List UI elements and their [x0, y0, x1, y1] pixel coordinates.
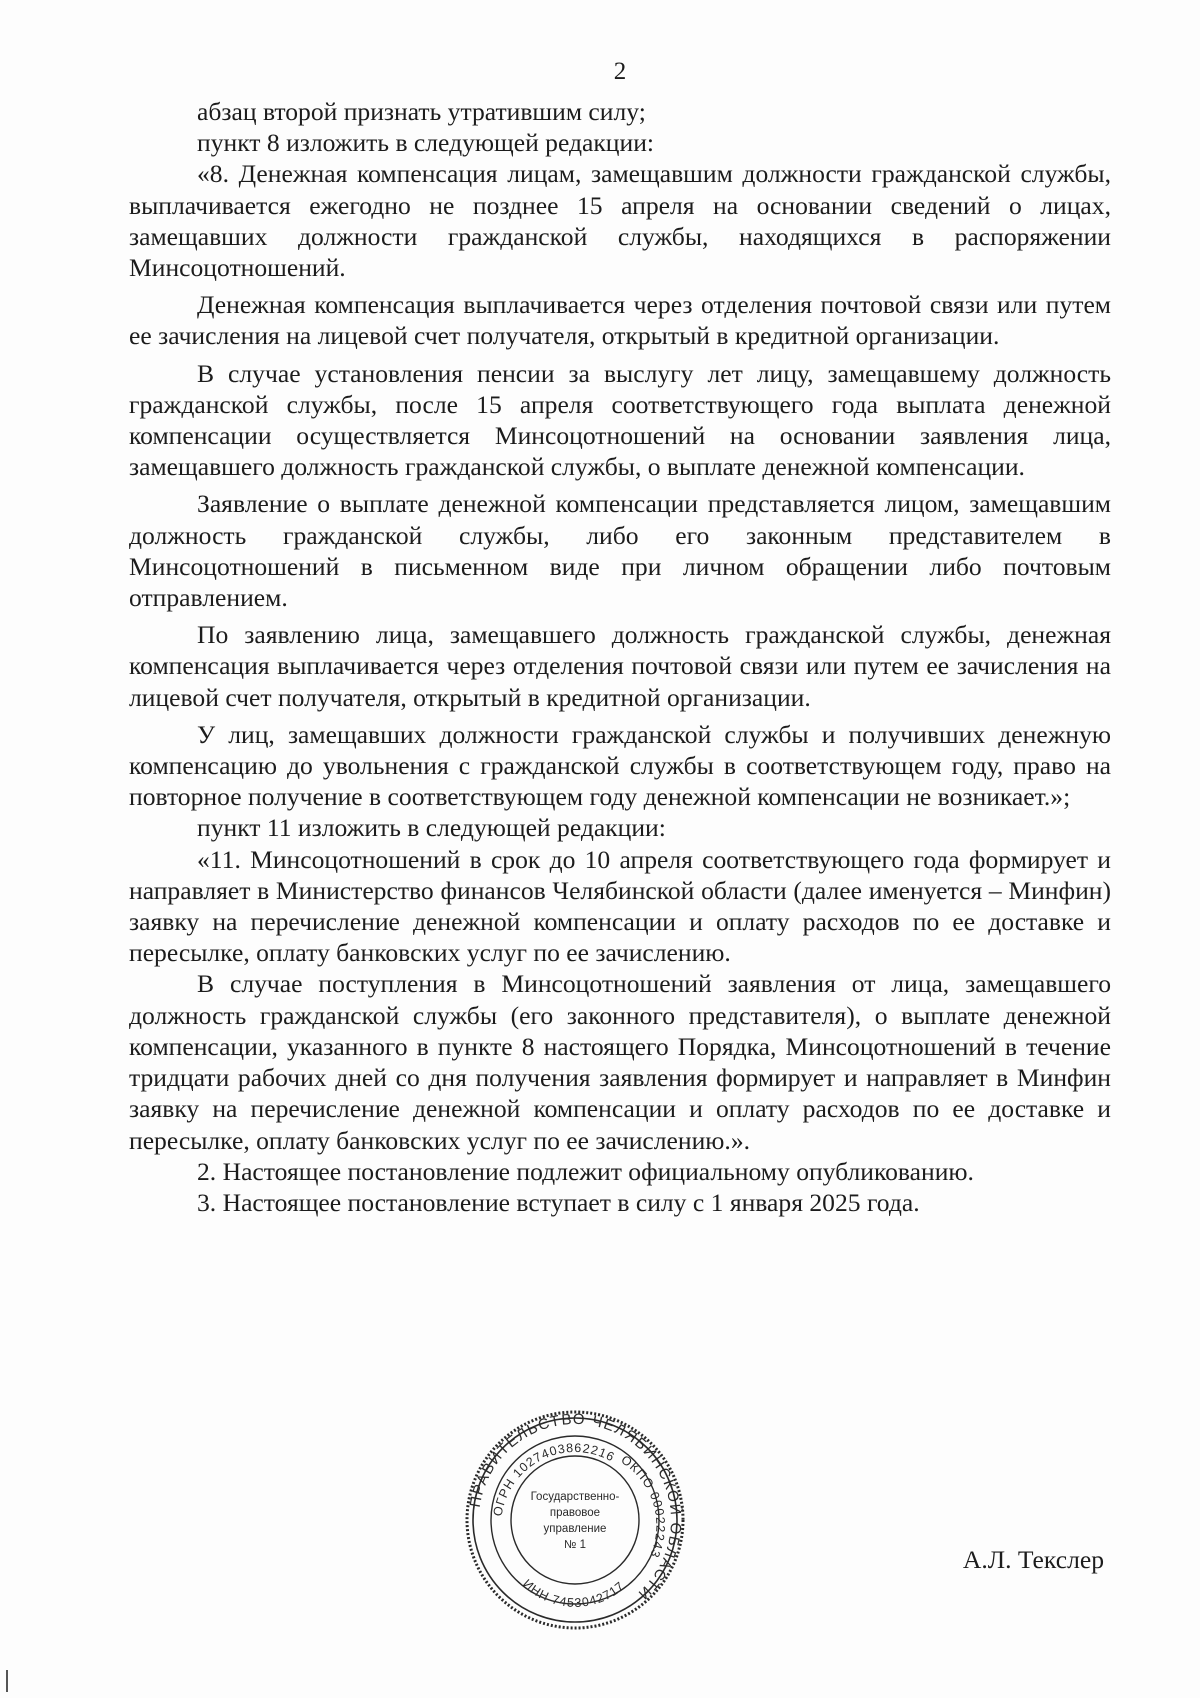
- seal-center-line: правовое: [549, 1507, 601, 1519]
- scan-artifact: [6, 1670, 8, 1692]
- paragraph: Заявление о выплате денежной компенсации представляется лицом, замещавшим должность гражданской службы, либо его законным представителем в Минсоцотношений в письменном виде при личном обращении либо почтовым отправлением.: [129, 489, 1111, 613]
- official-seal: [463, 1408, 687, 1632]
- seal-inn-text: ИНН 7453042717: [520, 1576, 628, 1610]
- seal-outer-text: ПРАВИТЕЛЬСТВО ЧЕЛЯБИНСКОЙ ОБЛАСТИ: [466, 1410, 685, 1604]
- paragraph: «11. Минсоцотношений в срок до 10 апреля соответствующего года формирует и направляет в Министерство финансов Челябинской области (далее именуется – Минфин) заявку на перечисление денежной компенсации и оплату расходов по ее доставке и пересылке, оплату банковских услуг по ее зачислению.: [129, 844, 1111, 968]
- seal-center-line: № 1: [564, 1539, 586, 1551]
- seal-okpo-text: ОКПО 00022243: [618, 1452, 668, 1561]
- paragraph: 2. Настоящее постановление подлежит официальному опубликованию.: [197, 1156, 974, 1186]
- document-body: [129, 96, 1111, 1218]
- paragraph: В случае установления пенсии за выслугу лет лицу, замещавшему должность гражданской службы, после 15 апреля соответствующего года выплата денежной компенсации осуществляется Минсоцотношений на основании заявления лица, замещавшего должность гражданской службы, о выплате денежной компенсации.: [129, 358, 1111, 482]
- paragraph: Денежная компенсация выплачивается через отделения почтовой связи или путем ее зачисления на лицевой счет получателя, открытый в кредитной организации.: [129, 290, 1111, 351]
- seal-ogrn-text: ОГРН 1027403862216: [490, 1440, 618, 1518]
- paragraph: По заявлению лица, замещавшего должность гражданской службы, денежная компенсация выплачивается через отделения почтовой связи или путем ее зачисления на лицевой счет получателя, открытый в кредитной организации.: [129, 620, 1111, 712]
- seal-center-line: Государственно-: [530, 1491, 620, 1503]
- seal-graphic: [463, 1408, 687, 1632]
- seal-ring: [511, 1456, 639, 1584]
- seal-ring: [491, 1436, 659, 1604]
- paragraph: В случае поступления в Минсоцотношений заявления от лица, замещавшего должность гражданской службы (его законного представителя), о выплате денежной компенсации, указанного в пункте 8 настоящего Порядка, Минсоцотношений в течение тридцати рабочих дней со дня получения заявления формирует и направляет в Минфин заявку на перечисление денежной компенсации и оплату расходов по ее доставке и пересылке, оплату банковских услуг по ее зачислению.».: [129, 969, 1111, 1155]
- seal-center-line: управление: [543, 1523, 607, 1535]
- page-number: 2: [613, 58, 627, 85]
- paragraph: «8. Денежная компенсация лицам, замещавшим должности гражданской службы, выплачивается ежегодно не позднее 15 апреля на основании сведений о лицах, замещавших должности гражданской службы, находящихся в распоряжении Минсоцотношений.: [129, 159, 1111, 283]
- signature-name: А.Л. Текслер: [962, 1545, 1104, 1574]
- paragraph: У лиц, замещавших должности гражданской службы и получивших денежную компенсацию до увольнения с гражданской службы в соответствующем году, право на повторное получение в соответствующем году денежной компенсации не возникает.»;: [129, 719, 1111, 812]
- paragraph: 3. Настоящее постановление вступает в силу с 1 января 2025 года.: [197, 1187, 920, 1217]
- paragraph: пункт 8 изложить в следующей редакции:: [197, 128, 655, 158]
- paragraph: пункт 11 изложить в следующей редакции:: [197, 813, 666, 843]
- paragraph: абзац второй признать утратившим силу;: [197, 97, 646, 126]
